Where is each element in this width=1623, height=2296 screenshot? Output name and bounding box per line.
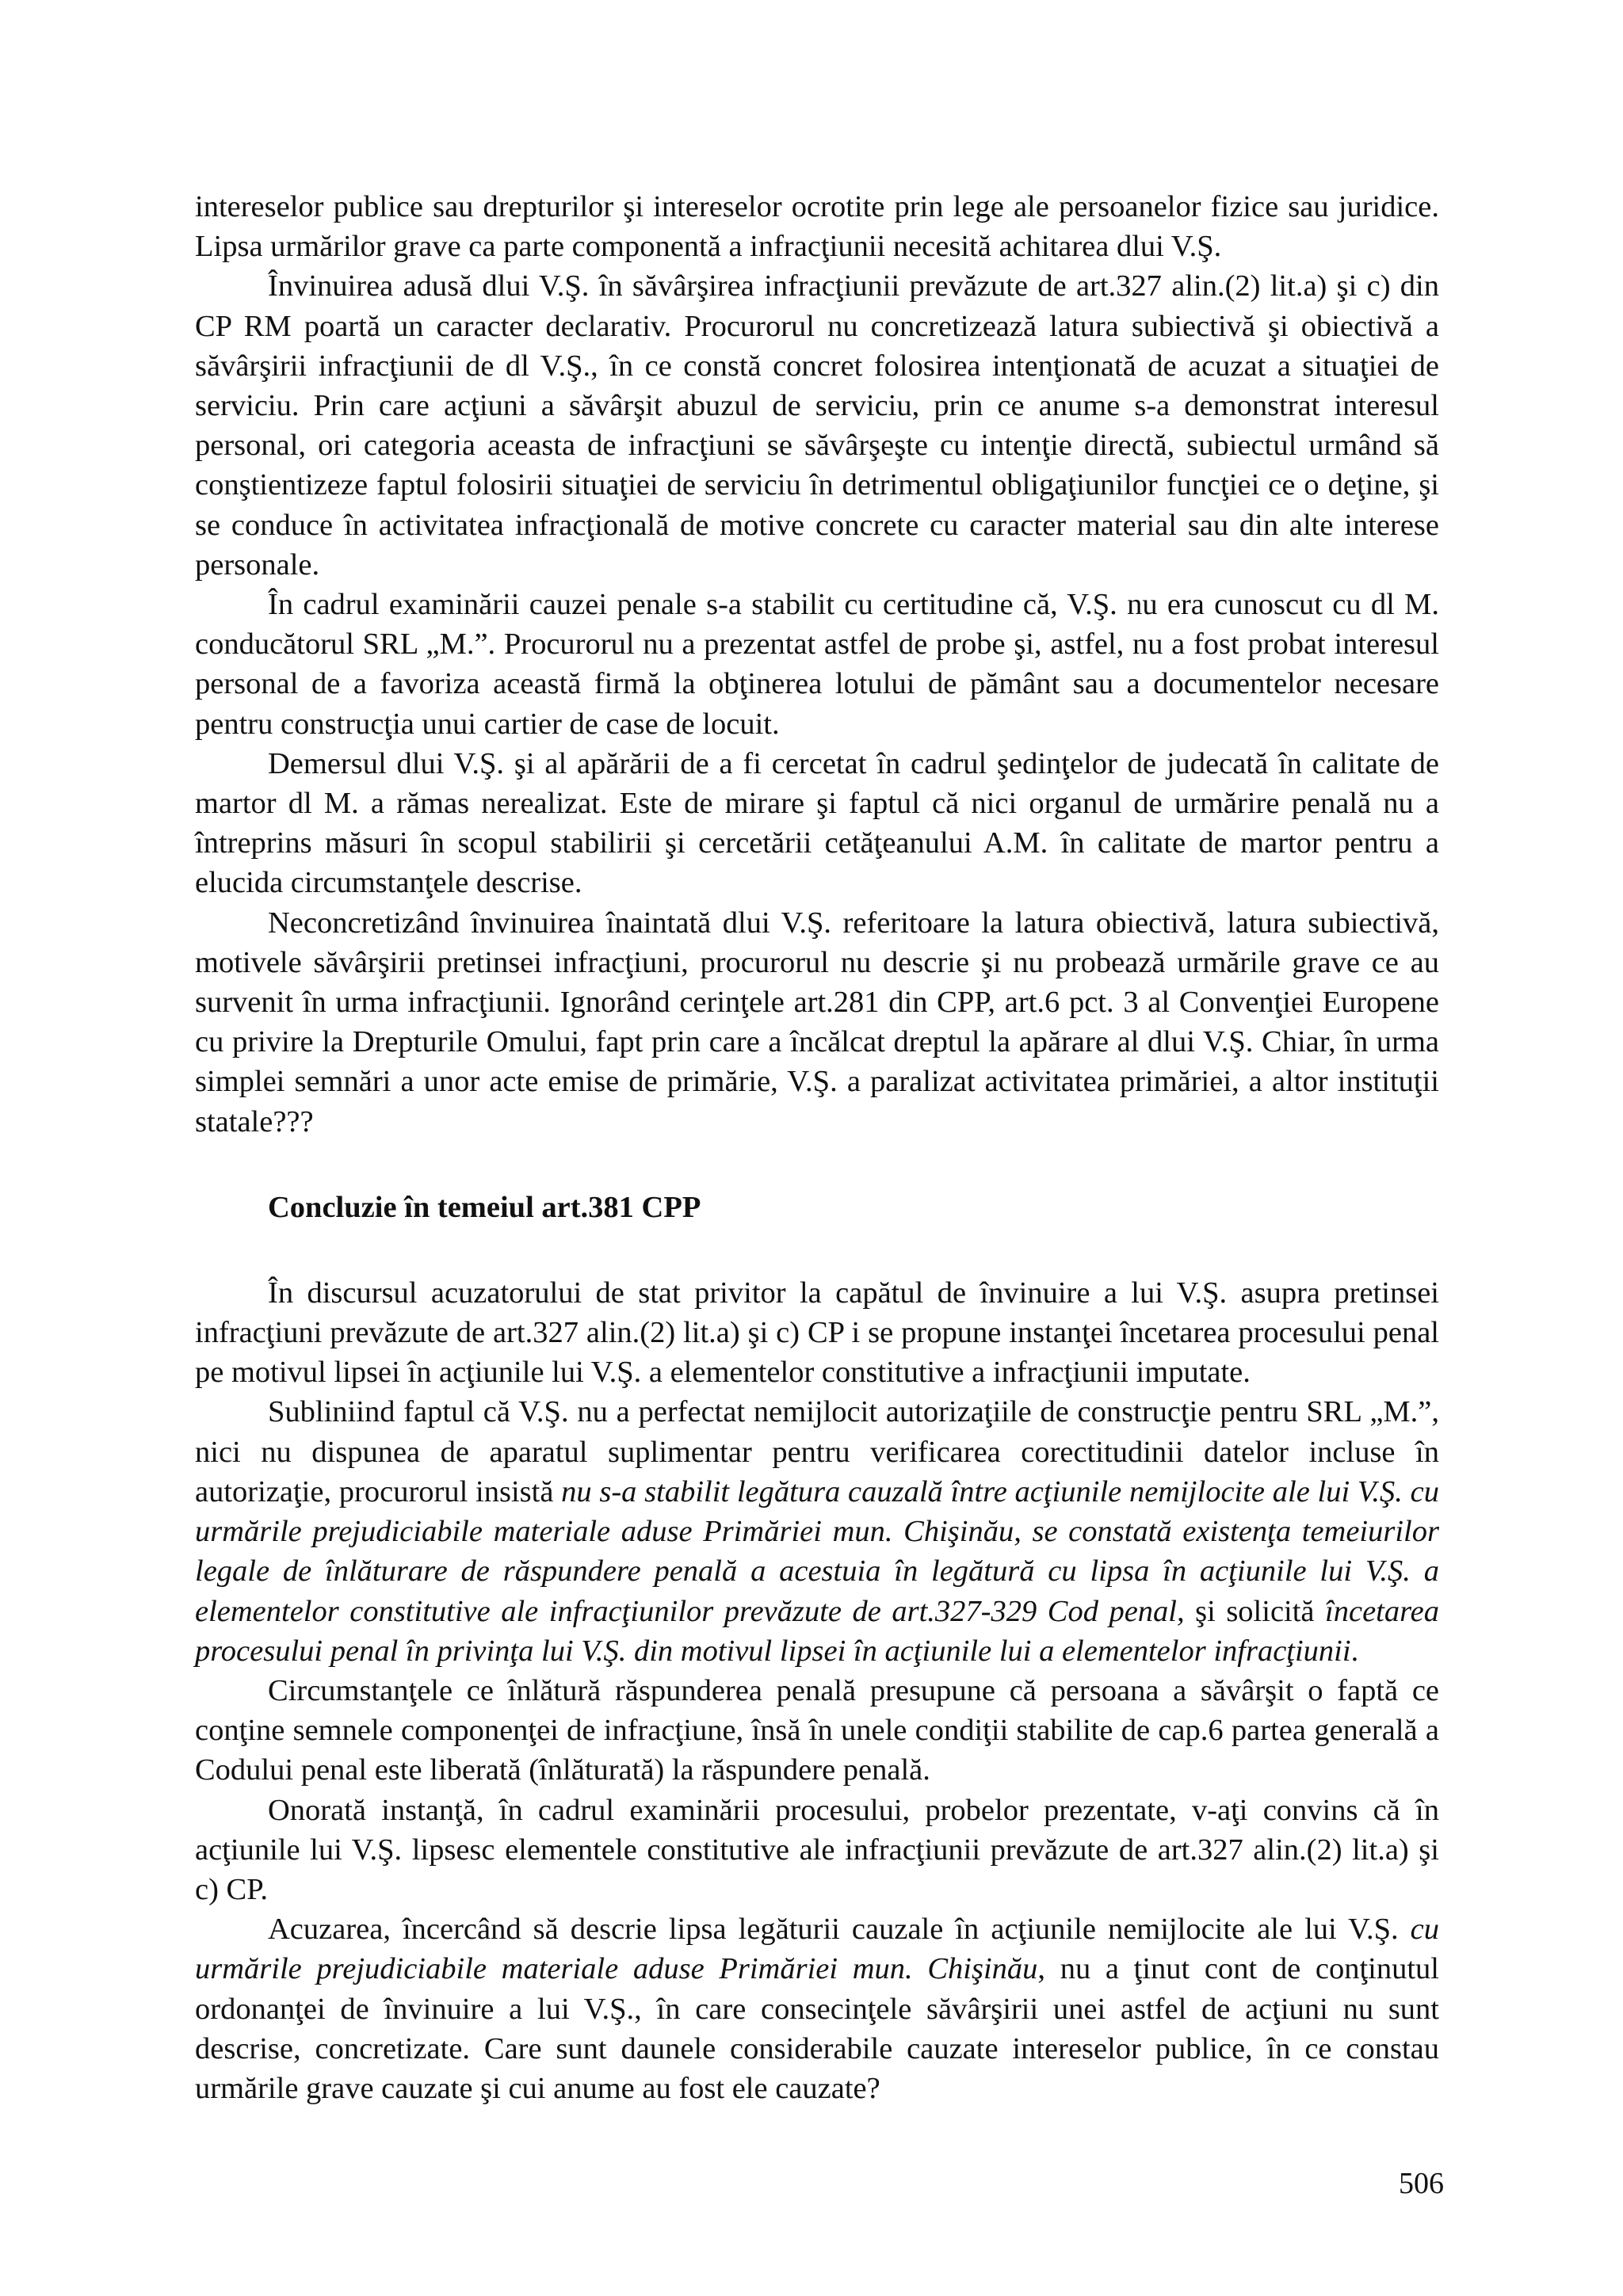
italic-quote: încetarea procesului penal în privinţa lui V.Ş. din motivul lipsei în acţiunile lui a elementelor infracţiunii	[195, 1594, 1440, 1668]
paragraph-court-address: Onorată instanţă, în cadrul examinării procesului, probelor prezentate, v-aţi convins că în acţiunile lui V.Ş. lipsesc elementele constitutive ale infracţiunii prevăzute de art.327 alin.(2) lit.a) şi c) CP.	[195, 1793, 1439, 1906]
text-segment: , nu a ţinut cont de conţinutul ordonanţei de învinuire a lui V.Ş., în care consecinţele săvârşirii unei astfel de acţiuni nu sunt descrise, concretizate. Care sunt daunele considerabile cauzate intereselor publice, în ce constau urmările grave cauzate şi cui anume au fost ele cauzate?	[195, 1952, 1439, 2105]
text-segment: şi solicită	[1184, 1594, 1326, 1628]
paragraph-continuation: intereselor publice sau drepturilor şi intereselor ocrotite prin lege ale persoanelor fizice sau juridice. Lipsa urmărilor grave ca parte componentă a infracţiunii necesită achitarea dlui V.Ş.	[195, 190, 1439, 264]
italic-quote: cu urmările prejudiciabile materiale aduse Primăriei mun. Chişinău	[195, 1913, 1439, 1986]
text-segment: Acuzarea, încercând să descrie lipsa legăturii cauzale în acţiunile nemijlocite ale lui V.Ş.	[268, 1913, 1411, 1947]
text-segment: Subliniind faptul că V.Ş. nu a perfectat nemijlocit autorizaţiile de construcţie pentru SRL „M.”, nici nu dispunea de aparatul suplimentar pentru verificarea corectitudinii datelor incluse în autorizaţie, procurorul insistă	[195, 1395, 1439, 1508]
paragraph-causal-link	[195, 1909, 1439, 2108]
text-segment: .	[1350, 1634, 1359, 1668]
page-content	[195, 187, 1439, 2108]
paragraph-personal-interest: În cadrul examinării cauzei penale s-a stabilit cu certitudine că, V.Ş. nu era cunoscut cu dl M. conducătorul SRL „M.”. Procurorul nu a prezentat astfel de probe şi, astfel, nu a fost probat interesul personal de a favoriza această firmă la obţinerea lotului de pământ sau a documentelor necesare pentru construcţia unui cartier de case de locuit.	[195, 588, 1439, 741]
section-heading: Concluzie în temeiul art.381 CPP	[268, 1190, 701, 1224]
paragraph-accusation-declarative: Învinuirea adusă dlui V.Ş. în săvârşirea infracţiunii prevăzute de art.327 alin.(2) lit.a) şi c) din CP RM poartă un caracter declarativ. Procurorul nu concretizează latura subiectivă şi obiectivă a săvârşirii infracţiunii de dl V.Ş., în ce constă concret folosirea intenţionată de acuzat a situaţiei de serviciu. Prin care acţiuni a săvârşit abuzul de serviciu, prin ce anume s-a demonstrat interesul personal, ori categoria aceasta de infracţiuni se săvârşeşte cu intenţie directă, subiectul urmând să conştientizeze faptul folosirii situaţiei de serviciu în detrimentul obligaţiunilor funcţiei ce o deţine, şi se conduce în activitatea infracţională de motive concrete cu caracter material sau din alte interese personale.	[195, 269, 1439, 582]
paragraph-grave-consequences: Neconcretizând învinuirea înaintată dlui V.Ş. referitoare la latura obiectivă, latura subiectivă, motivele săvârşirii pretinsei infracţiuni, procurorul nu descrie şi nu probează urmările grave ce au survenit în urma infracţiunii. Ignorând cerinţele art.281 din CPP, art.6 pct. 3 al Convenţiei Europene cu privire la Drepturile Omului, fapt prin care a încălcat dreptul la apărare al dlui V.Ş. Chiar, în urma simplei semnări a unor acte emise de primărie, V.Ş. a paralizat activitatea primăriei, a altor instituţii statale???	[195, 906, 1439, 1138]
paragraph-prosecutor-insists	[195, 1392, 1439, 1670]
italic-quote: nu s-a stabilit legătura cauzală între acţiunile nemijlocite ale lui V.Ş. cu urmările prejudiciabile materiale aduse Primăriei mun. Chişinău, se constată existenţa temeiurilor legale de înlăturare de răspundere penală a acestuia în legătură cu lipsa în acţiunile lui V.Ş. a elementelor constitutive ale infracţiunilor prevăzute de art.327-329 Cod penal,	[195, 1474, 1439, 1628]
page-number: 506	[1399, 2167, 1444, 2200]
paragraph-witness-request: Demersul dlui V.Ş. şi al apărării de a fi cercetat în cadrul şedinţelor de judecată în calitate de martor dl M. a rămas nerealizat. Este de mirare şi faptul că nici organul de urmărire penală nu a întreprins măsuri în scopul stabilirii şi cercetării cetăţeanului A.M. în calitate de martor pentru a elucida circumstanţele descrise.	[195, 746, 1439, 900]
paragraph-prosecutor-speech: În discursul acuzatorului de stat privitor la capătul de învinuire a lui V.Ş. asupra pretinsei infracţiuni prevăzute de art.327 alin.(2) lit.a) şi c) CP i se propune instanţei încetarea procesului penal pe motivul lipsei în acţiunile lui V.Ş. a elementelor constitutive a infracţiunii imputate.	[195, 1276, 1439, 1390]
paragraph-exonerating-circumstances: Circumstanţele ce înlătură răspunderea penală presupune că persoana a săvârşit o faptă ce conţine semnele componenţei de infracţiune, însă în unele condiţii stabilite de cap.6 partea generală a Codului penal este liberată (înlăturată) la răspundere penală.	[195, 1673, 1439, 1787]
